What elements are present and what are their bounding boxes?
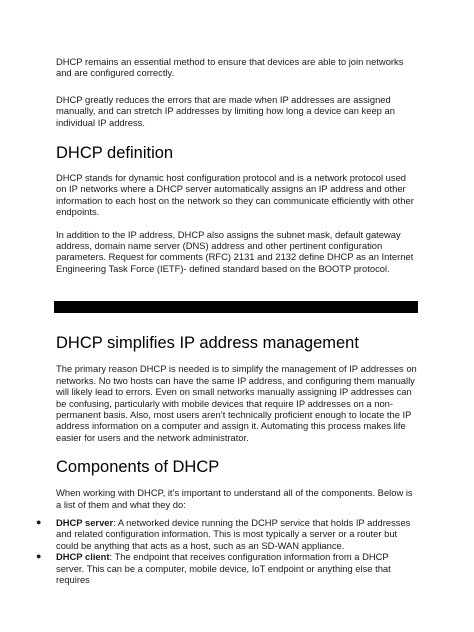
list-item [36,516,418,551]
definition-paragraph-1: DHCP stands for dynamic host configuration protocol and is a network protocol used on IP networks where a DHCP server automatically assigns an IP address and other information to each host on the network so they can communicate efficiently with other endpoints. [56,172,414,218]
list-item-text: : The endpoint that receives configuration information from a DHCP server. This can be a computer, mobile device, IoT endpoint or anything else that requires [56,551,391,585]
simplifies-heading: DHCP simplifies IP address management [56,334,359,353]
list-item-term: DHCP client [56,551,110,563]
list-item-text: : A networked device running the DCHP service that holds IP addresses and related configuration information. This is most typically a server or a router but could be anything that acts as a host, such as an SD-WAN appliance. [56,516,411,551]
list-item [36,551,418,585]
redaction-bar [54,301,418,313]
intro-paragraph-2: DHCP greatly reduces the errors that are made when IP addresses are assigned manually, and can stretch IP addresses by limiting how long a device can keep an individual IP address. [56,93,395,128]
bullet-icon: ● [36,516,42,527]
definition-heading: DHCP definition [56,144,174,163]
simplifies-paragraph: The primary reason DHCP is needed is to simplify the management of IP addresses on networks. No two hosts can have the same IP address, and configuring them manually will likely lead to errors. Even on small networks manually assigning IP addresses can be confusing, particularly with mobile devices that require IP addresses on a non-permanent basis. Also, most users aren’t technically proficient enough to locate the IP address information on a computer and assign it. Automating this process makes life easier for users and the network administrator. [56,363,417,443]
definition-paragraph-2: In addition to the IP address, DHCP also assigns the subnet mask, default gateway address, domain name server (DNS) address and other pertinent configuration parameters. Request for comments (RFC) 2131 and 2132 define DHCP as an Internet Engineering Task Force (IETF)- defined standard based on the BOOTP protocol. [56,228,414,274]
components-intro: When working with DHCP, it’s important to understand all of the components. Below is a list of them and what they do: [56,487,413,510]
components-list [36,516,418,585]
components-heading: Components of DHCP [56,458,220,477]
document-page [36,56,418,585]
intro-paragraph-1: DHCP remains an essential method to ensure that devices are able to join networks and are configured correctly. [56,56,404,79]
bullet-icon: ● [36,551,42,562]
list-item-term: DHCP server [56,516,114,528]
